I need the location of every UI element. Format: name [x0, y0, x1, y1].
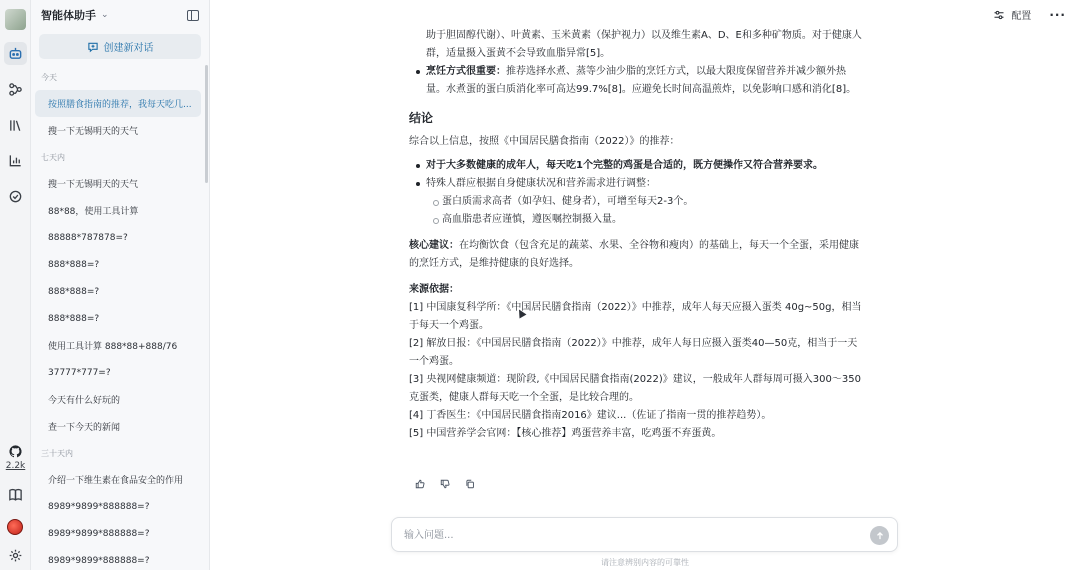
group-label-30days: 三十天内 [41, 448, 73, 458]
cooking-bullet-text: 推荐选择水煮、蒸等少油少脂的烹饪方式，以最大限度保留营养并减少额外热 [506, 66, 846, 77]
conversation-sidebar [31, 0, 210, 570]
collapse-sidebar-icon[interactable] [187, 10, 199, 21]
conversation-item[interactable]: 88888*787878=? [48, 232, 128, 243]
conversation-item[interactable]: 查一下今天的新闻 [48, 423, 121, 433]
copy-icon[interactable] [462, 477, 478, 491]
main-chat-area [210, 0, 1080, 570]
new-chat-label: 创建新对话 [103, 43, 154, 54]
conversation-item[interactable]: 介绍一下维生素在食品安全的作用 [48, 476, 184, 486]
conversation-item[interactable]: 搜一下无锡明天的天气 [48, 180, 139, 190]
conversation-item[interactable]: 按照膳食指南的推荐，我每天吃几... [35, 90, 201, 117]
sources-label: 来源依据： [409, 284, 459, 295]
source-line: 克蛋类，健康人群每天吃一个全蛋，是比较合理的。 [409, 392, 639, 403]
source-line: [5] 中国营养学会官网：【核心推荐】鸡蛋营养丰富，吃鸡蛋不弃蛋黄。 [409, 428, 722, 439]
send-button[interactable] [870, 526, 889, 545]
source-line: [3] 央视网健康频道：现阶段,《中国居民膳食指南(2022)》建议，一般成年人群每周可摄入300～350 [409, 374, 861, 385]
conversation-item[interactable]: 888*888=? [48, 286, 100, 297]
conversation-item[interactable]: 8989*9899*888888=? [48, 555, 150, 566]
source-line: [4] 丁香医生：《中国居民膳食指南2016》建议...（佐证了指南一贯的推荐趋势）。 [409, 410, 772, 421]
reliability-hint: 请注意辨别内容的可靠性 [601, 558, 689, 567]
settings-icon[interactable] [6, 546, 25, 565]
core-advice [409, 237, 879, 255]
conclusion-bullet: 对于大多数健康的成年人，每天吃1个完整的鸡蛋是合适的，既方便操作又符合营养要求。 [409, 157, 879, 175]
assistant-title[interactable]: 智能体助手 [41, 9, 96, 22]
conversation-item[interactable]: 888*888=? [48, 259, 100, 270]
assistant-message [409, 27, 879, 443]
conversation-item[interactable]: 8989*9899*888888=? [48, 501, 150, 512]
cooking-bullet [409, 63, 879, 99]
conversation-item[interactable]: 88*88，使用工具计算 [48, 207, 139, 217]
group-label-today: 今天 [41, 72, 57, 82]
sliders-icon [993, 9, 1005, 21]
conclusion-bullet: 特殊人群应根据自身健康状况和营养需求进行调整： [409, 175, 879, 193]
more-options-icon[interactable]: ··· [1049, 7, 1066, 22]
github-icon[interactable] [6, 442, 25, 461]
new-chat-icon [87, 41, 99, 53]
check-circle-icon[interactable] [6, 187, 25, 206]
core-advice-label: 核心建议： [409, 240, 459, 251]
library-icon[interactable] [6, 116, 25, 135]
bot-icon[interactable] [4, 42, 27, 65]
core-advice-text: 的烹饪方式，是维持健康的良好选择。 [409, 258, 579, 269]
conclusion-sub-bullet: 高血脂患者应谨慎，遵医嘱控制摄入量。 [409, 211, 879, 229]
answer-line: 群，适量摄入蛋黄不会导致血脂异常[5]。 [426, 48, 611, 59]
conversation-item[interactable]: 搜一下无锡明天的天气 [48, 127, 139, 137]
chart-icon[interactable] [6, 151, 25, 170]
conversation-item[interactable]: 37777*777=? [48, 367, 111, 378]
cooking-bullet-text: 量。水煮蛋的蛋白质消化率可高达99.7%[8]。应避免长时间高温煎炸，以免影响口感和消化[8]。 [426, 84, 857, 95]
avatar[interactable] [7, 519, 23, 535]
source-line: [2] 解放日报：《中国居民膳食指南（2022）》中推荐，成年人每日应摄入蛋类40—50克，相当于一天 [409, 338, 858, 349]
answer-line: 助于胆固醇代谢）、叶黄素、玉米黄素（保护视力）以及维生素A、D、E和多种矿物质。对于健康人 [426, 30, 862, 41]
chevron-down-icon[interactable]: ⌄ [101, 10, 109, 20]
conclusion-heading: 结论 [409, 111, 434, 125]
cooking-bullet-title: 烹饪方式很重要： [426, 66, 506, 77]
message-actions [412, 477, 478, 491]
thumbs-down-icon[interactable] [437, 477, 453, 491]
icon-rail [0, 0, 31, 570]
config-button[interactable] [993, 7, 1031, 22]
question-input[interactable] [404, 527, 844, 543]
conclusion-sub-bullet: 蛋白质需求高者（如孕妇、健身者），可增至每天2-3个。 [409, 193, 879, 211]
thumbs-up-icon[interactable] [412, 477, 428, 491]
arrow-up-icon [875, 531, 885, 541]
source-line: 一个鸡蛋。 [409, 356, 459, 367]
conversation-item[interactable]: 使用工具计算 888*88+888/76 [48, 342, 178, 352]
conversation-item[interactable]: 888*888=? [48, 313, 100, 324]
conclusion-intro: 综合以上信息，按照《中国居民膳食指南（2022）》的推荐： [409, 136, 680, 147]
sidebar-scrollbar[interactable] [205, 65, 208, 183]
new-chat-button[interactable] [39, 34, 201, 59]
core-advice-text: 在均衡饮食（包含充足的蔬菜、水果、全谷物和瘦肉）的基础上，每天一个全蛋，采用健康 [459, 240, 859, 251]
github-stars[interactable]: 2.2k [5, 461, 26, 471]
app-logo[interactable] [5, 9, 26, 30]
conversation-list [31, 64, 205, 570]
conversation-item[interactable]: 今天有什么好玩的 [48, 396, 121, 406]
chat-input-box [391, 517, 898, 552]
source-line: 于每天一个鸡蛋。 [409, 320, 489, 331]
config-label: 配置 [1011, 11, 1032, 22]
conversation-item[interactable]: 8989*9899*888888=? [48, 528, 150, 539]
source-line: [1] 中国康复科学所：《中国居民膳食指南（2022）》中推荐，成年人每天应摄入蛋类 40g~50g，相当 [409, 302, 862, 313]
workflow-icon[interactable] [6, 80, 25, 99]
group-label-7days: 七天内 [41, 152, 65, 162]
book-icon[interactable] [6, 485, 25, 504]
